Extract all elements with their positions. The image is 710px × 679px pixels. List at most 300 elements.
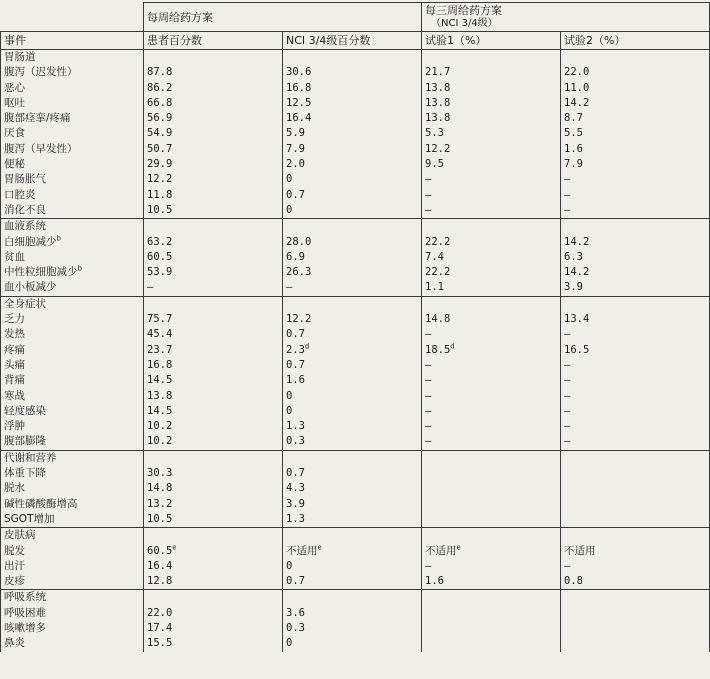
triweekly-regimen-header <box>422 3 710 32</box>
event-cell <box>1 172 144 187</box>
nci-pct-cell <box>283 606 422 621</box>
trial2-cell <box>561 65 710 80</box>
cell-text: SGOT增加 <box>4 512 55 525</box>
header-row-1 <box>1 3 710 32</box>
section-header-row <box>1 450 710 466</box>
patient-pct-cell <box>144 96 283 111</box>
cell-text: 6.3 <box>564 250 583 263</box>
cell-text: — <box>425 173 432 186</box>
trial2-cell <box>561 419 710 434</box>
patient-pct-cell <box>144 636 283 651</box>
cell-text: 3.9 <box>564 281 583 294</box>
cell-text: 1.1 <box>425 281 444 294</box>
patient-pct-cell <box>144 419 283 434</box>
cell-text: 浮肿 <box>4 420 25 433</box>
cell-text: 0 <box>286 637 293 650</box>
trial2-cell <box>561 481 710 496</box>
event-cell <box>1 280 144 296</box>
nci-pct-cell <box>283 528 422 544</box>
patient-pct-cell <box>144 358 283 373</box>
event-cell <box>1 404 144 419</box>
cell-text: — <box>564 559 571 572</box>
trial2-cell <box>561 142 710 157</box>
cell-text: — <box>564 435 571 448</box>
patient-pct-cell <box>144 621 283 636</box>
cell-text: 呕吐 <box>4 96 25 109</box>
footnote-marker: d <box>450 342 455 351</box>
trial1-cell <box>422 142 561 157</box>
nci-pct-cell <box>283 312 422 327</box>
footnote-marker: b <box>56 234 61 243</box>
patient-pct-cell <box>144 512 283 528</box>
table-row <box>1 574 710 590</box>
trial1-cell <box>422 389 561 404</box>
cell-text: 1.6 <box>564 142 583 155</box>
trial1-cell <box>422 559 561 574</box>
cell-text: — <box>425 435 432 448</box>
trial2-cell <box>561 265 710 280</box>
nci-pct-cell <box>283 250 422 265</box>
cell-text: 12.5 <box>286 96 312 109</box>
cell-text: 13.8 <box>425 96 451 109</box>
cell-text: — <box>564 374 571 387</box>
table-row <box>1 606 710 621</box>
cell-text: 12.2 <box>147 173 173 186</box>
patient-pct-cell <box>144 434 283 450</box>
event-cell <box>1 265 144 280</box>
event-cell <box>1 544 144 559</box>
cell-text: — <box>425 203 432 216</box>
event-cell <box>1 327 144 342</box>
patient-pct-cell <box>144 312 283 327</box>
cell-text: 全身症状 <box>4 297 46 310</box>
cell-text: 1.6 <box>286 374 305 387</box>
cell-text: 脱发 <box>4 544 25 557</box>
cell-text: 13.8 <box>425 81 451 94</box>
cell-text: 26.3 <box>286 266 312 279</box>
cell-text: 不适用 <box>286 544 318 557</box>
event-cell <box>1 434 144 450</box>
event-cell <box>1 343 144 358</box>
cell-text: — <box>564 404 571 417</box>
cell-text: 3.6 <box>286 606 305 619</box>
cell-text: 11.0 <box>564 81 590 94</box>
trial1-cell <box>422 528 561 544</box>
event-cell <box>1 250 144 265</box>
cell-text: 2.0 <box>286 158 305 171</box>
trial2-cell <box>561 81 710 96</box>
cell-text: 87.8 <box>147 66 173 79</box>
cell-text: 胃肠胀气 <box>4 173 46 186</box>
cell-text: 乏力 <box>4 313 25 326</box>
cell-text: 16.5 <box>564 343 590 356</box>
trial1-cell <box>422 358 561 373</box>
event-cell <box>1 636 144 651</box>
event-cell <box>1 373 144 388</box>
cell-text: 22.2 <box>425 235 451 248</box>
cell-text: 0 <box>286 389 293 402</box>
cell-text: — <box>147 281 154 294</box>
cell-text: 10.5 <box>147 512 173 525</box>
cell-text: 14.2 <box>564 266 590 279</box>
trial1-cell <box>422 50 561 66</box>
trial1-cell <box>422 96 561 111</box>
event-cell <box>1 466 144 481</box>
trial2-cell <box>561 280 710 296</box>
cell-text: 6.9 <box>286 250 305 263</box>
table-row <box>1 389 710 404</box>
cell-text: 10.2 <box>147 420 173 433</box>
nci-pct-cell <box>283 389 422 404</box>
cell-text: — <box>425 420 432 433</box>
cell-text: 咳嗽增多 <box>4 621 46 634</box>
col-header-trial1: 试验1（%） <box>422 32 561 50</box>
nci-pct-cell <box>283 373 422 388</box>
cell-text: 13.4 <box>564 313 590 326</box>
cell-text: 14.2 <box>564 235 590 248</box>
trial2-cell <box>561 250 710 265</box>
header-corner <box>1 3 144 32</box>
cell-text: 0 <box>286 173 293 186</box>
section-header-row <box>1 296 710 312</box>
table-row <box>1 512 710 528</box>
event-cell <box>1 157 144 172</box>
table-row <box>1 373 710 388</box>
section-header-row <box>1 528 710 544</box>
patient-pct-cell <box>144 188 283 203</box>
cell-text: 13.8 <box>147 389 173 402</box>
nci-pct-cell <box>283 450 422 466</box>
cell-text: 出汗 <box>4 559 25 572</box>
nci-pct-cell <box>283 636 422 651</box>
nci-pct-cell <box>283 265 422 280</box>
nci-pct-cell <box>283 219 422 235</box>
section-header-row <box>1 219 710 235</box>
trial1-cell <box>422 312 561 327</box>
table-row <box>1 96 710 111</box>
trial1-cell <box>422 512 561 528</box>
nci-pct-cell <box>283 559 422 574</box>
table-row <box>1 481 710 496</box>
trial1-cell <box>422 126 561 141</box>
cell-text: 口腔炎 <box>4 188 36 201</box>
cell-text: 不适用 <box>425 544 457 557</box>
trial1-cell <box>422 265 561 280</box>
patient-pct-cell <box>144 389 283 404</box>
cell-text: 0.7 <box>286 575 305 588</box>
table-row <box>1 343 710 358</box>
cell-text: 胃肠道 <box>4 51 36 63</box>
event-cell <box>1 419 144 434</box>
cell-text: 1.6 <box>425 575 444 588</box>
trial2-cell <box>561 590 710 606</box>
footnote-marker: e <box>456 543 461 551</box>
trial2-cell <box>561 157 710 172</box>
triweekly-title: 每三周给药方案 <box>425 4 502 17</box>
cell-text: 8.7 <box>564 112 583 125</box>
cell-text: 50.7 <box>147 142 173 155</box>
cell-text: 中性粒细胞减少 <box>4 266 78 279</box>
cell-text: 0.3 <box>286 621 305 634</box>
trial2-cell <box>561 621 710 636</box>
cell-text: 14.8 <box>425 313 451 326</box>
cell-text: 22.0 <box>147 606 173 619</box>
cell-text: — <box>564 358 571 371</box>
nci-pct-cell <box>283 466 422 481</box>
nci-pct-cell <box>283 81 422 96</box>
event-cell <box>1 606 144 621</box>
patient-pct-cell <box>144 528 283 544</box>
patient-pct-cell <box>144 157 283 172</box>
trial1-cell <box>422 606 561 621</box>
cell-text: 29.9 <box>147 158 173 171</box>
cell-text: — <box>425 374 432 387</box>
cell-text: 厌食 <box>4 127 25 140</box>
trial2-cell <box>561 606 710 621</box>
header-row-2 <box>1 32 710 50</box>
trial1-cell <box>422 172 561 187</box>
cell-text: 16.8 <box>147 358 173 371</box>
nci-pct-cell <box>283 142 422 157</box>
patient-pct-cell <box>144 343 283 358</box>
cell-text: — <box>425 389 432 402</box>
cell-text: 1.3 <box>286 420 305 433</box>
trial2-cell <box>561 497 710 512</box>
patient-pct-cell <box>144 235 283 250</box>
trial1-cell <box>422 296 561 312</box>
trial1-cell <box>422 280 561 296</box>
cell-text: — <box>564 389 571 402</box>
event-cell <box>1 188 144 203</box>
cell-text: 头痛 <box>4 358 25 371</box>
col-header-trial2: 试验2（%） <box>561 32 710 50</box>
event-cell <box>1 65 144 80</box>
footnote-marker: d <box>304 342 310 351</box>
cell-text: 白细胞减少 <box>4 235 57 248</box>
footnote-marker: e <box>317 543 322 551</box>
nci-pct-cell <box>283 65 422 80</box>
cell-text: — <box>564 328 571 341</box>
cell-text: 60.5 <box>147 250 173 263</box>
trial1-cell <box>422 81 561 96</box>
cell-text: 寒战 <box>4 389 25 402</box>
cell-text: — <box>564 420 571 433</box>
trial1-cell <box>422 434 561 450</box>
trial1-cell <box>422 419 561 434</box>
trial1-cell <box>422 621 561 636</box>
patient-pct-cell <box>144 142 283 157</box>
cell-text: 10.2 <box>147 435 173 448</box>
trial2-cell <box>561 235 710 250</box>
trial1-cell <box>422 404 561 419</box>
cell-text: 背痛 <box>4 374 25 387</box>
cell-text: — <box>425 358 432 371</box>
cell-text: 18.5 <box>425 343 451 356</box>
cell-text: 16.4 <box>286 112 312 125</box>
patient-pct-cell <box>144 404 283 419</box>
table-row <box>1 111 710 126</box>
trial1-cell <box>422 590 561 606</box>
trial2-cell <box>561 296 710 312</box>
cell-text: 53.9 <box>147 266 173 279</box>
trial1-cell <box>422 65 561 80</box>
table-row <box>1 235 710 250</box>
table-row <box>1 404 710 419</box>
trial2-cell <box>561 544 710 559</box>
cell-text: 3.9 <box>286 497 305 510</box>
trial2-cell <box>561 327 710 342</box>
trial2-cell <box>561 450 710 466</box>
nci-pct-cell <box>283 111 422 126</box>
trial2-cell <box>561 219 710 235</box>
patient-pct-cell <box>144 373 283 388</box>
cell-text: 皮疹 <box>4 575 25 588</box>
col-header-patient-pct: 患者百分数 <box>144 32 283 50</box>
cell-text: 10.5 <box>147 203 173 216</box>
nci-pct-cell <box>283 481 422 496</box>
trial2-cell <box>561 111 710 126</box>
cell-text: 0 <box>286 203 293 216</box>
cell-text: 56.9 <box>147 112 173 125</box>
nci-pct-cell <box>283 404 422 419</box>
cell-text: 60.5 <box>147 544 173 557</box>
table-row <box>1 636 710 651</box>
patient-pct-cell <box>144 280 283 296</box>
patient-pct-cell <box>144 296 283 312</box>
cell-text: 腹部膨隆 <box>4 435 46 448</box>
nci-pct-cell <box>283 296 422 312</box>
table-row <box>1 250 710 265</box>
table-row <box>1 497 710 512</box>
trial1-cell <box>422 343 561 358</box>
cell-text: 5.5 <box>564 127 583 140</box>
cell-text: 腹泻（早发性） <box>4 142 78 155</box>
trial1-cell <box>422 636 561 651</box>
cell-text: 4.3 <box>286 482 305 495</box>
event-cell <box>1 81 144 96</box>
event-cell <box>1 126 144 141</box>
event-cell <box>1 50 144 66</box>
table-row <box>1 419 710 434</box>
trial1-cell <box>422 111 561 126</box>
nci-pct-cell <box>283 280 422 296</box>
cell-text: 呼吸系统 <box>4 591 46 604</box>
trial2-cell <box>561 559 710 574</box>
cell-text: — <box>286 281 293 294</box>
cell-text: 发热 <box>4 328 25 341</box>
cell-text: 22.2 <box>425 266 451 279</box>
table-row <box>1 312 710 327</box>
cell-text: 恶心 <box>4 81 25 94</box>
cell-text: 呼吸困难 <box>4 606 46 619</box>
cell-text: — <box>564 203 571 216</box>
trial1-cell <box>422 157 561 172</box>
patient-pct-cell <box>144 250 283 265</box>
event-cell <box>1 96 144 111</box>
trial1-cell <box>422 481 561 496</box>
nci-pct-cell <box>283 172 422 187</box>
table-row <box>1 157 710 172</box>
table-row <box>1 65 710 80</box>
event-cell <box>1 296 144 312</box>
cell-text: 0.7 <box>286 358 305 371</box>
cell-text: 0.7 <box>286 467 305 480</box>
table-row <box>1 188 710 203</box>
cell-text: 0.3 <box>286 435 305 448</box>
trial1-cell <box>422 250 561 265</box>
cell-text: 14.5 <box>147 404 173 417</box>
trial2-cell <box>561 172 710 187</box>
event-cell <box>1 590 144 606</box>
patient-pct-cell <box>144 606 283 621</box>
event-cell <box>1 497 144 512</box>
col-header-event: 事件 <box>1 32 144 50</box>
section-header-row <box>1 50 710 66</box>
cell-text: 0 <box>286 404 293 417</box>
cell-text: 腹泻（迟发性） <box>4 66 78 79</box>
cell-text: 12.2 <box>425 142 451 155</box>
nci-pct-cell <box>283 512 422 528</box>
cell-text: 30.3 <box>147 467 173 480</box>
cell-text: 1.3 <box>286 512 305 525</box>
cell-text: 12.8 <box>147 575 173 588</box>
trial1-cell <box>422 219 561 235</box>
patient-pct-cell <box>144 219 283 235</box>
cell-text: 14.8 <box>147 482 173 495</box>
event-cell <box>1 111 144 126</box>
footnote-marker: e <box>172 543 177 551</box>
cell-text: 0.7 <box>286 188 305 201</box>
cell-text: 脱水 <box>4 482 25 495</box>
cell-text: 2.3 <box>286 343 305 356</box>
section-header-row <box>1 590 710 606</box>
cell-text: 14.5 <box>147 374 173 387</box>
table-row <box>1 544 710 559</box>
trial2-cell <box>561 96 710 111</box>
cell-text: 体重下降 <box>4 467 46 480</box>
table-row <box>1 142 710 157</box>
nci-pct-cell <box>283 574 422 590</box>
cell-text: 贫血 <box>4 250 25 263</box>
trial1-cell <box>422 188 561 203</box>
patient-pct-cell <box>144 203 283 219</box>
col-header-nci-pct: NCI 3/4级百分数 <box>283 32 422 50</box>
cell-text: 7.4 <box>425 250 444 263</box>
nci-pct-cell <box>283 203 422 219</box>
cell-text: 45.4 <box>147 328 173 341</box>
cell-text: 66.8 <box>147 96 173 109</box>
trial2-cell <box>561 512 710 528</box>
patient-pct-cell <box>144 126 283 141</box>
cell-text: 5.9 <box>286 127 305 140</box>
cell-text: 7.9 <box>564 158 583 171</box>
event-cell <box>1 574 144 590</box>
cell-text: — <box>425 404 432 417</box>
trial2-cell <box>561 528 710 544</box>
cell-text: — <box>425 328 432 341</box>
table-row <box>1 172 710 187</box>
cell-text: 腹部痉挛/疼痛 <box>4 112 71 125</box>
cell-text: 代谢和营养 <box>4 451 57 464</box>
event-cell <box>1 621 144 636</box>
event-cell <box>1 203 144 219</box>
event-cell <box>1 481 144 496</box>
table-row <box>1 559 710 574</box>
trial2-cell <box>561 126 710 141</box>
patient-pct-cell <box>144 111 283 126</box>
event-cell <box>1 450 144 466</box>
cell-text: 鼻炎 <box>4 637 25 650</box>
